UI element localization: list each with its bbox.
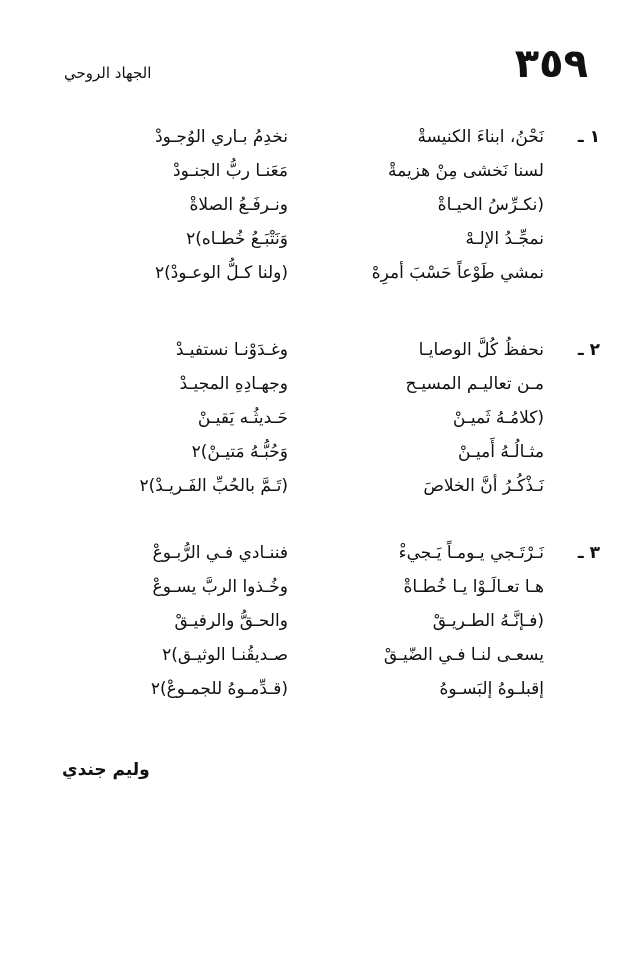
first-hemistich: لسنا نَخشى مِنْ هزيمةْ <box>388 161 544 181</box>
first-hemistich: يسعـى لنـا فـي الضّيـقْ <box>383 645 544 665</box>
first-hemistich: نمجِّـدُ الإلـهْ <box>465 229 544 249</box>
second-hemistich: نخدِمُ بـاري الوُجـودْ <box>155 127 288 147</box>
first-hemistich: (كلامُـهُ ثَميـنْ <box>452 408 544 428</box>
first-hemistich: مثـالُـهُ أَميـنْ <box>458 442 544 462</box>
first-hemistich: مـن تعاليـم المسيـح <box>405 374 544 394</box>
first-hemistich: نحفظُ كُلَّ الوصايـا <box>418 340 544 360</box>
second-hemistich: (ولنا كـلُّ الوعـودْ)٢ <box>154 263 288 283</box>
verse-line <box>40 604 600 638</box>
page-number: ٣٥٩ <box>514 41 588 87</box>
verse-line <box>40 256 600 290</box>
second-hemistich: ونـرفَـعُ الصلاةْ <box>189 195 288 215</box>
stanza-number: ٢ ـ <box>577 340 600 360</box>
stanza-2 <box>40 333 600 503</box>
first-hemistich: نَحْنُ، ابناءَ الكنيسةْ <box>417 127 544 147</box>
second-hemistich: وجهـادِهِ المجيـدْ <box>179 374 288 394</box>
first-hemistich: إقبلـوهُ إلبَسـوهُ <box>439 679 544 699</box>
first-hemistich: (فـإنَّـهُ الطـريـقْ <box>432 611 544 631</box>
verse-line <box>40 222 600 256</box>
verse-line <box>40 672 600 706</box>
second-hemistich: مَعَنـا ربُّ الجنـودْ <box>173 161 288 181</box>
second-hemistich: وغـدَوْنـا نستفيـدْ <box>175 340 288 360</box>
first-hemistich: نَـرْتَـجي يـومـاً يَـجيءْ <box>398 543 544 563</box>
author-name: وليم جندي <box>62 760 150 780</box>
verse-line <box>40 401 600 435</box>
running-title: الجهاد الروحي <box>64 64 152 82</box>
second-hemistich: وَحُبُّـهُ مَتيـنْ)٢ <box>191 442 288 462</box>
stanza-3 <box>40 536 600 706</box>
stanza-number: ١ ـ <box>577 127 600 147</box>
verse-line <box>40 536 600 570</box>
second-hemistich: صـديقُنـا الوثيـق)٢ <box>162 645 288 665</box>
verse-line <box>40 638 600 672</box>
stanza-1 <box>40 120 600 290</box>
verse-line <box>40 367 600 401</box>
first-hemistich: نمشي طَوْعاً حَسْبَ أمرِهْ <box>371 263 544 283</box>
second-hemistich: حَـديثُـه يَقيـنْ <box>197 408 288 428</box>
verse-line <box>40 154 600 188</box>
first-hemistich: نَـذْكُـرُ أنَّ الخلاصَ <box>423 476 544 496</box>
first-hemistich: (نكـرِّسُ الحيـاةْ <box>437 195 544 215</box>
stanza-number: ٣ ـ <box>577 543 600 563</box>
verse-line <box>40 570 600 604</box>
verse-line <box>40 120 600 154</box>
second-hemistich: (تَـمَّ بالحُبِّ الفَـريـدْ)٢ <box>139 476 288 496</box>
second-hemistich: والحـقُّ والرفيـقْ <box>174 611 288 631</box>
first-hemistich: هـا تعـالَـوْا يـا خُطـاةْ <box>403 577 544 597</box>
second-hemistich: فننـادي فـي الرُّبـوعْ <box>152 543 288 563</box>
second-hemistich: وخُـذوا الربَّ يسـوعْ <box>152 577 288 597</box>
verse-line <box>40 469 600 503</box>
second-hemistich: وَنَتْبَـعُ خُطـاه)٢ <box>186 229 288 249</box>
verse-line <box>40 333 600 367</box>
verse-line <box>40 188 600 222</box>
verse-line <box>40 435 600 469</box>
second-hemistich: (قـدِّمـوهُ للجمـوعْ)٢ <box>150 679 288 699</box>
